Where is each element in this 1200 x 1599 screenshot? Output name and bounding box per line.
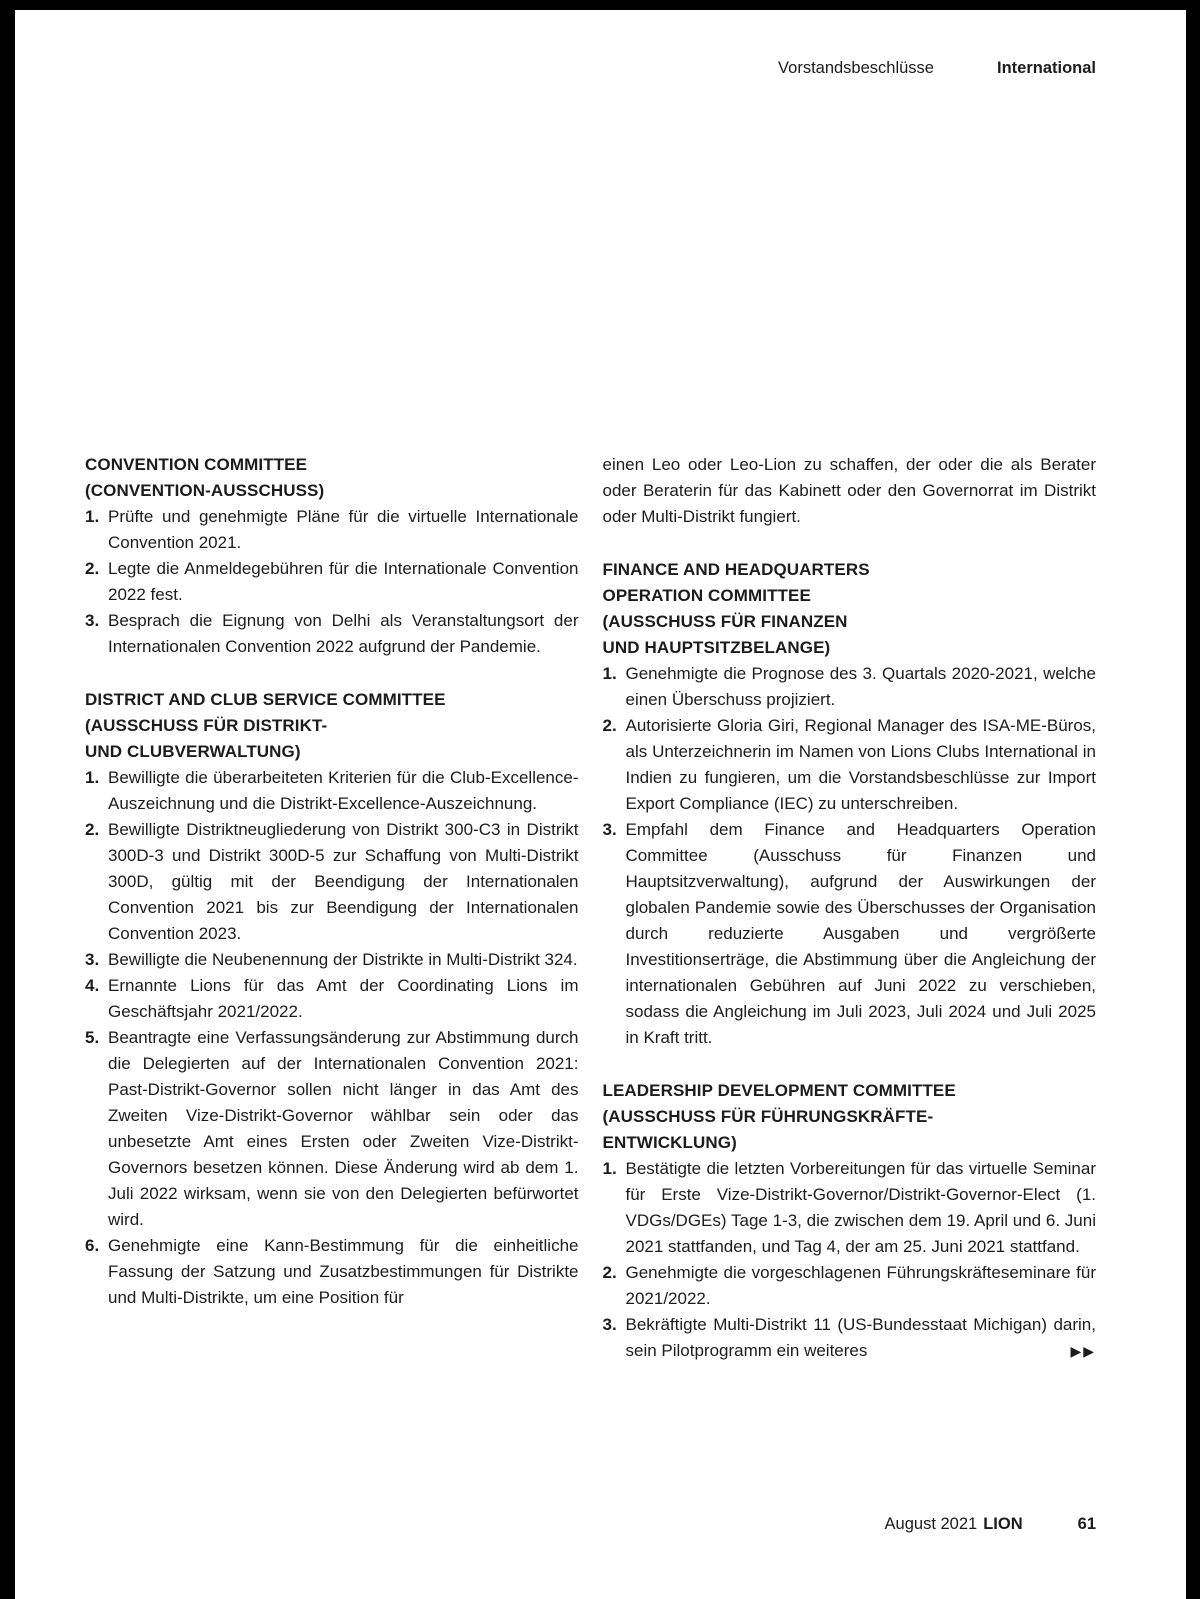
decision-item (603, 1312, 1097, 1364)
item-text: Beantragte eine Verfassungsänderung zur Abstimmung durch die Delegierten auf der Internationalen Convention 2021: Past-Distrikt-Governor sollen nicht länger in das Amt des Zweiten Vize-Distrikt-Governor wählbar sein oder das unbesetzte Amt eines Ersten oder Zweiten Vize-Distrikt-Governors besetzen können. Diese Änderung wird ab dem 1. Juli 2022 wirksam, wenn sie von den Delegierten befürwortet wird. (108, 1028, 579, 1229)
item-text: Autorisierte Gloria Giri, Regional Manager des ISA-ME-Büros, als Unterzeichnerin im Namen von Lions Clubs International in Indien zu fungieren, um die Vorstandsbeschlüsse zur Import Export Compliance (IEC) zu unterschreiben. (625, 716, 1096, 813)
decision-item (85, 556, 579, 608)
item-number: 3. (602, 820, 617, 839)
page-edge-left (0, 0, 15, 1599)
footer-magazine-name: LION (983, 1515, 1023, 1533)
column-left (85, 452, 579, 1364)
section-heading (85, 452, 579, 504)
heading-line: CONVENTION COMMITTEE (85, 455, 308, 474)
item-text: Empfahl dem Finance and Headquarters Operation Committee (Ausschuss für Finanzen und Hauptsitzverwaltung), aufgrund der Auswirkungen der globalen Pandemie sowie des Überschusses der Organisation durch reduzierte Ausgaben und vergrößerte Investitionserträge, die Abstimmung über die Angleichung der internationalen Gebühren auf Juni 2022 zu verschieben, sodass die Angleichung im Juli 2023, Juli 2024 und Juli 2025 in Kraft tritt. (625, 820, 1096, 1047)
item-number: 1. (85, 507, 100, 526)
decision-item (603, 1156, 1097, 1260)
item-text: Genehmigte eine Kann-Bestimmung für die einheitliche Fassung der Satzung und Zusatzbestimmungen für Distrikte und Multi-Distrikte, um eine Position für (108, 1236, 579, 1307)
item-number: 3. (602, 1315, 617, 1334)
item-number: 6. (85, 1236, 100, 1255)
heading-line: DISTRICT AND CLUB SERVICE COMMITTEE (85, 690, 446, 709)
section-heading (603, 1078, 1097, 1156)
item-number: 1. (85, 768, 100, 787)
heading-line: (CONVENTION-AUSSCHUSS) (85, 481, 325, 500)
heading-line: UND CLUBVERWALTUNG) (85, 742, 301, 761)
heading-line: FINANCE AND HEADQUARTERS (602, 560, 870, 579)
item-number: 4. (85, 976, 100, 995)
item-text: Ernannte Lions für das Amt der Coordinating Lions im Geschäftsjahr 2021/2022. (108, 976, 579, 1021)
item-text: Genehmigte die vorgeschlagenen Führungskräfteseminare für 2021/2022. (625, 1263, 1096, 1308)
decision-item (85, 817, 579, 947)
page-edge-top (0, 0, 1200, 10)
decision-item (85, 1233, 579, 1311)
decision-item (85, 608, 579, 660)
decision-item (603, 1260, 1097, 1312)
item-text: Prüfte und genehmigte Pläne für die virtuelle Internationale Convention 2021. (108, 507, 579, 552)
column-right (603, 452, 1097, 1364)
item-number: 2. (85, 820, 100, 839)
decision-item (85, 973, 579, 1025)
decision-item (85, 947, 579, 973)
continuation-arrows-icon: ▶▶ (1070, 1343, 1096, 1359)
running-head-edition: International (996, 59, 1096, 77)
item-number: 5. (85, 1028, 100, 1047)
section-heading (85, 687, 579, 765)
decision-item (85, 1025, 579, 1233)
item-text: Bestätigte die letzten Vorbereitungen für das virtuelle Seminar für Erste Vize-Distrikt-Governor/Distrikt-Governor-Elect (1. VDGs/DGEs) Tage 1-3, die zwischen dem 19. April und 6. Juni 2021 stattfanden, und Tag 4, der am 25. Juni 2021 stattfand. (625, 1159, 1096, 1256)
item-text: Besprach die Eignung von Delhi als Veranstaltungsort der Internationalen Convention 2022 aufgrund der Pandemie. (108, 611, 579, 656)
continuation-paragraph: einen Leo oder Leo-Lion zu schaffen, der oder die als Berater oder Beraterin für das Kabinett oder den Governorrat im Distrikt oder Multi-Distrikt fungiert. (602, 455, 1096, 526)
committee-section (603, 1078, 1097, 1364)
item-text: Bewilligte die überarbeiteten Kriterien für die Club-Excellence-Auszeichnung und die Distrikt-Excellence-Auszeichnung. (108, 768, 579, 813)
item-number: 2. (85, 559, 100, 578)
decision-item (603, 817, 1097, 1051)
running-head (778, 58, 1096, 78)
heading-line: UND HAUPTSITZBELANGE) (602, 638, 831, 657)
decision-item (603, 713, 1097, 817)
item-text: Bewilligte Distriktneugliederung von Distrikt 300-C3 in Distrikt 300D-3 und Distrikt 300D-5 zur Schaffung von Multi-Distrikt 300D, gültig mit der Beendigung der Internationalen Convention 2021 bis zur Beendigung der Internationalen Convention 2023. (108, 820, 579, 943)
item-text: Bewilligte die Neubenennung der Distrikte in Multi-Distrikt 324. (108, 950, 578, 969)
item-text: Bekräftigte Multi-Distrikt 11 (US-Bundesstaat Michigan) darin, sein Pilotprogramm ein weiteres ▶▶ (626, 1312, 1097, 1364)
heading-line: (AUSSCHUSS FÜR FÜHRUNGSKRÄFTE- (602, 1107, 934, 1126)
footer-page-number: 61 (1077, 1515, 1096, 1533)
body-columns (85, 452, 1096, 1364)
committee-section (85, 452, 579, 660)
item-number: 2. (602, 716, 617, 735)
committee-section (85, 687, 579, 1311)
item-number: 1. (602, 1159, 617, 1178)
section-heading (603, 557, 1097, 661)
decision-item (85, 504, 579, 556)
page-footer (885, 1514, 1096, 1534)
heading-line: (AUSSCHUSS FÜR FINANZEN (602, 612, 848, 631)
footer-issue: August 2021 (884, 1515, 978, 1533)
heading-line: LEADERSHIP DEVELOPMENT COMMITTEE (602, 1081, 956, 1100)
decision-item (85, 765, 579, 817)
heading-line: ENTWICKLUNG) (602, 1133, 737, 1152)
item-text: Legte die Anmeldegebühren für die Internationale Convention 2022 fest. (108, 559, 579, 604)
decision-item (603, 661, 1097, 713)
heading-line: OPERATION COMMITTEE (602, 586, 811, 605)
item-number: 1. (602, 664, 617, 683)
committee-section (603, 557, 1097, 1051)
item-number: 2. (602, 1263, 617, 1282)
item-text: Genehmigte die Prognose des 3. Quartals 2020-2021, welche einen Überschuss projiziert. (625, 664, 1096, 709)
running-head-section: Vorstandsbeschlüsse (778, 59, 934, 77)
item-number: 3. (85, 611, 100, 630)
page-edge-right (1186, 0, 1200, 1599)
item-number: 3. (85, 950, 100, 969)
heading-line: (AUSSCHUSS FÜR DISTRIKT- (85, 716, 328, 735)
